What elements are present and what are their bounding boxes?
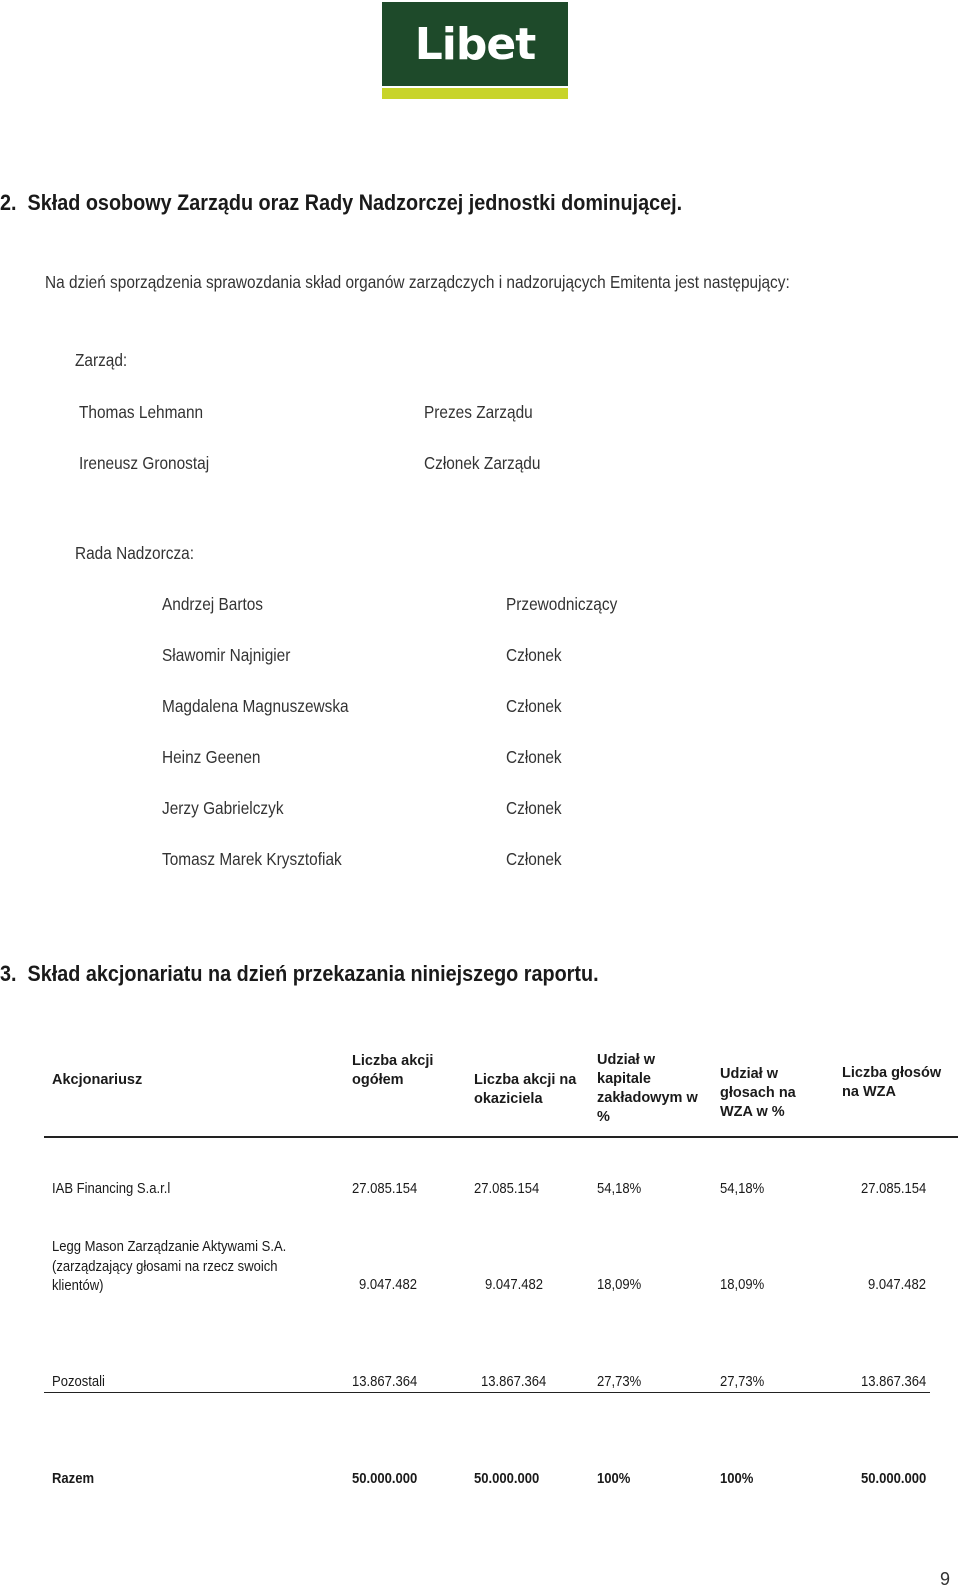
libet-logo	[382, 2, 568, 99]
supervisory-member-role: Członek	[506, 696, 562, 716]
supervisory-member-role: Członek	[506, 747, 562, 767]
board-member-role: Członek Zarządu	[424, 453, 541, 473]
cell-capital: 100%	[597, 1471, 631, 1487]
cell-total: 27.085.154	[352, 1181, 418, 1197]
board-label: Zarząd:	[75, 350, 128, 370]
col-header-total: Liczba akcji ogółem	[352, 1053, 434, 1088]
supervisory-member-role: Członek	[506, 849, 562, 869]
cell-capital: 54,18%	[597, 1181, 642, 1197]
header-rule	[44, 1136, 958, 1138]
cell-bearer: 13.867.364	[481, 1374, 547, 1390]
col-header-bearer: Liczba akcji na okaziciela	[474, 1072, 577, 1107]
cell-votes-pct: 54,18%	[720, 1181, 765, 1197]
page-number: 9	[940, 1569, 951, 1589]
cell-bearer: 9.047.482	[485, 1277, 544, 1293]
supervisory-member-name: Tomasz Marek Krysztofiak	[162, 849, 342, 869]
supervisory-member-name: Heinz Geenen	[162, 747, 261, 767]
section2-heading: 2. Skład osobowy Zarządu oraz Rady Nadzorczej jednostki dominującej.	[0, 190, 683, 215]
cell-votes-pct: 27,73%	[720, 1374, 765, 1390]
supervisory-member-name: Sławomir Najnigier	[162, 645, 291, 665]
col-header-holder: Akcjonariusz	[52, 1072, 143, 1088]
board-member-name: Ireneusz Gronostaj	[79, 453, 210, 473]
cell-holder: IAB Financing S.a.r.l	[52, 1181, 171, 1197]
cell-capital: 27,73%	[597, 1374, 642, 1390]
supervisory-member-role: Członek	[506, 798, 562, 818]
cell-votes-pct: 100%	[720, 1471, 754, 1487]
board-member-role: Prezes Zarządu	[424, 402, 533, 422]
cell-votes-pct: 18,09%	[720, 1277, 765, 1293]
cell-bearer: 27.085.154	[474, 1181, 540, 1197]
cell-total: 50.000.000	[352, 1471, 418, 1487]
board-member-name: Thomas Lehmann	[79, 402, 204, 422]
cell-votes: 9.047.482	[868, 1277, 927, 1293]
supervisory-member-name: Magdalena Magnuszewska	[162, 696, 349, 716]
col-header-votes-pct: Udział w głosach na WZA w %	[720, 1066, 796, 1120]
supervisory-member-name: Andrzej Bartos	[162, 594, 264, 614]
col-header-capital: Udział w kapitale zakładowym w %	[597, 1052, 698, 1125]
cell-capital: 18,09%	[597, 1277, 642, 1293]
section3-heading: 3. Skład akcjonariatu na dzień przekazania niniejszego raportu.	[0, 961, 599, 986]
section2-intro: Na dzień sporządzenia sprawozdania skład organów zarządczych i nadzorujących Emitenta jest następujący:	[45, 272, 790, 292]
logo-stripe	[382, 88, 568, 99]
col-header-votes: Liczba głosów na WZA	[842, 1065, 942, 1100]
supervisory-member-name: Jerzy Gabrielczyk	[162, 798, 284, 818]
supervisory-label: Rada Nadzorcza:	[75, 543, 194, 563]
supervisory-member-role: Przewodniczący	[506, 594, 618, 614]
cell-total: 13.867.364	[352, 1374, 418, 1390]
cell-votes: 13.867.364	[861, 1374, 927, 1390]
cell-holder: Razem	[52, 1471, 95, 1487]
cell-votes: 50.000.000	[861, 1471, 927, 1487]
cell-bearer: 50.000.000	[474, 1471, 540, 1487]
cell-total: 9.047.482	[359, 1277, 418, 1293]
cell-holder: Pozostali	[52, 1374, 105, 1390]
logo-text: Libet	[414, 18, 536, 70]
logo-box	[382, 2, 568, 86]
cell-holder: Legg Mason Zarządzanie Aktywami S.A. (zarządzający głosami na rzecz swoich klientów)	[52, 1239, 287, 1294]
supervisory-member-role: Członek	[506, 645, 562, 665]
cell-votes: 27.085.154	[861, 1181, 927, 1197]
total-rule	[44, 1392, 930, 1393]
